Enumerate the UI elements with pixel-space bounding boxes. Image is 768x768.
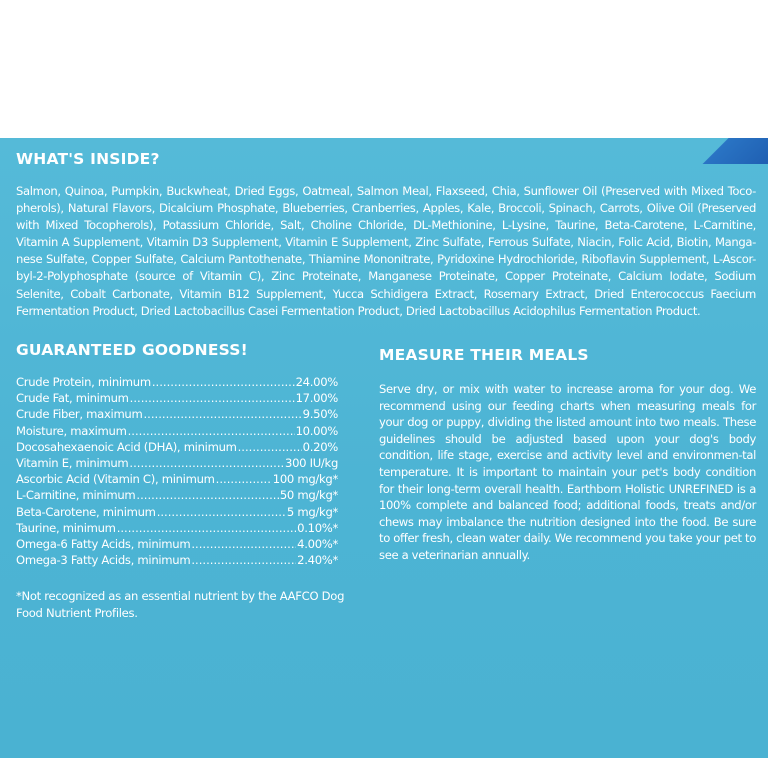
analysis-value: 100 mg/kg*	[272, 472, 338, 487]
analysis-row	[16, 456, 338, 472]
aafco-footnote: *Not recognized as an essential nutrient by the AAFCO Dog Food Nutrient Profiles.	[16, 589, 345, 620]
analysis-value: 2.40%*	[297, 553, 338, 568]
analysis-row	[16, 521, 338, 537]
dot-leader	[191, 537, 296, 551]
whats-inside-title: WHAT'S INSIDE?	[16, 150, 160, 168]
dot-leader	[129, 456, 284, 470]
dot-leader	[136, 488, 278, 502]
analysis-name: Beta-Carotene, minimum	[16, 504, 156, 519]
dot-leader	[130, 391, 295, 405]
analysis-name: Crude Fat, minimum	[16, 391, 129, 406]
dot-leader	[216, 472, 272, 486]
dot-leader	[238, 440, 302, 454]
analysis-value: 24.00%	[295, 375, 338, 389]
dot-leader	[128, 424, 295, 438]
analysis-row	[16, 424, 338, 440]
analysis-name: Crude Fiber, maximum	[16, 407, 143, 422]
analysis-value: 300 IU/kg	[285, 455, 338, 470]
analysis-value: 0.10%*	[297, 520, 338, 535]
analysis-row	[16, 537, 338, 553]
analysis-row	[16, 505, 338, 521]
analysis-value: 4.00%*	[297, 536, 338, 551]
analysis-value: 50 mg/kg*	[279, 488, 338, 503]
analysis-name: Docosahexaenoic Acid (DHA), minimum	[16, 439, 237, 454]
measure-their-meals-title: MEASURE THEIR MEALS	[379, 346, 589, 364]
analysis-name: Omega-6 Fatty Acids, minimum	[16, 536, 191, 551]
dot-leader	[157, 505, 286, 519]
analysis-value: 9.50%	[302, 407, 338, 422]
analysis-row	[16, 375, 338, 391]
analysis-value: 10.00%	[295, 423, 338, 438]
analysis-value: 5 mg/kg*	[286, 504, 338, 519]
feeding-instructions-text: Serve dry, or mix with water to increase aroma for your dog. We recommend using our feeding charts when measuring meals for your dog or puppy, dividing the listed amount into two meals. These guidelines should be adjusted based upon your dog's body condition, life stage, exercise and activity level and environmen-tal temperature. It is important to maintain your pet's body condition for their long-term overall health. Earthborn Holistic UNREFINED is a 100% complete and balanced food; additional foods, treats and/or chews may imbalance the nutrition designed into the food. Be sure to offer fresh, clean water daily. We recommend you take your pet to see a veterinarian annually.	[379, 382, 756, 562]
analysis-row	[16, 440, 338, 456]
analysis-row	[16, 472, 338, 488]
analysis-value: 0.20%	[302, 439, 338, 454]
analysis-row	[16, 407, 338, 423]
analysis-value: 17.00%	[295, 391, 338, 406]
guaranteed-goodness-title: GUARANTEED GOODNESS!	[16, 341, 248, 359]
guaranteed-analysis-list	[16, 375, 338, 569]
analysis-name: L-Carnitine, minimum	[16, 488, 136, 503]
analysis-name: Moisture, maximum	[16, 423, 127, 438]
dot-leader	[117, 521, 296, 535]
ingredients-text: Salmon, Quinoa, Pumpkin, Buckwheat, Dried Eggs, Oatmeal, Salmon Meal, Flaxseed, Chia, Sunflower Oil (Preserved with Mixed Toco-pherols), Natural Flavors, Dicalcium Phosphate, Blueberries, Cranberries, Apples, Kale, Broccoli, Spinach, Carrots, Olive Oil (Preserved with Mixed Tocopherols), Potassium Chloride, Salt, Choline Chloride, DL-Methionine, L-Lysine, Taurine, Beta-Carotene, L-Carnitine, Vitamin A Supplement, Vitamin D3 Supplement, Vitamin E Supplement, Zinc Sulfate, Ferrous Sulfate, Niacin, Folic Acid, Biotin, Manga-nese Sulfate, Copper Sulfate, Calcium Pantothenate, Thiamine Mononitrate, Pyridoxine Hydrochloride, Riboflavin Supplement, L-Ascor-byl-2-Polyphosphate (source of Vitamin C), Zinc Proteinate, Manganese Proteinate, Copper Proteinate, Calcium Iodate, Sodium Selenite, Cobalt Carbonate, Vitamin B12 Supplement, Yucca Schidigera Extract, Rosemary Extract, Dried Enterococcus Faecium Fermentation Product, Dried Lactobacillus Casei Fermentation Product, Dried Lactobacillus Acidophilus Fermentation Product.	[16, 184, 756, 318]
dot-leader	[152, 375, 295, 389]
analysis-row	[16, 391, 338, 407]
dot-leader	[143, 407, 301, 421]
analysis-name: Omega-3 Fatty Acids, minimum	[16, 553, 191, 568]
dot-leader	[191, 553, 296, 567]
corner-accent	[684, 138, 768, 164]
analysis-name: Vitamin E, minimum	[16, 455, 129, 470]
analysis-name: Ascorbic Acid (Vitamin C), minimum	[16, 472, 215, 487]
analysis-row	[16, 488, 338, 504]
analysis-row	[16, 553, 338, 569]
analysis-name: Crude Protein, minimum	[16, 375, 151, 389]
analysis-name: Taurine, minimum	[16, 520, 116, 535]
